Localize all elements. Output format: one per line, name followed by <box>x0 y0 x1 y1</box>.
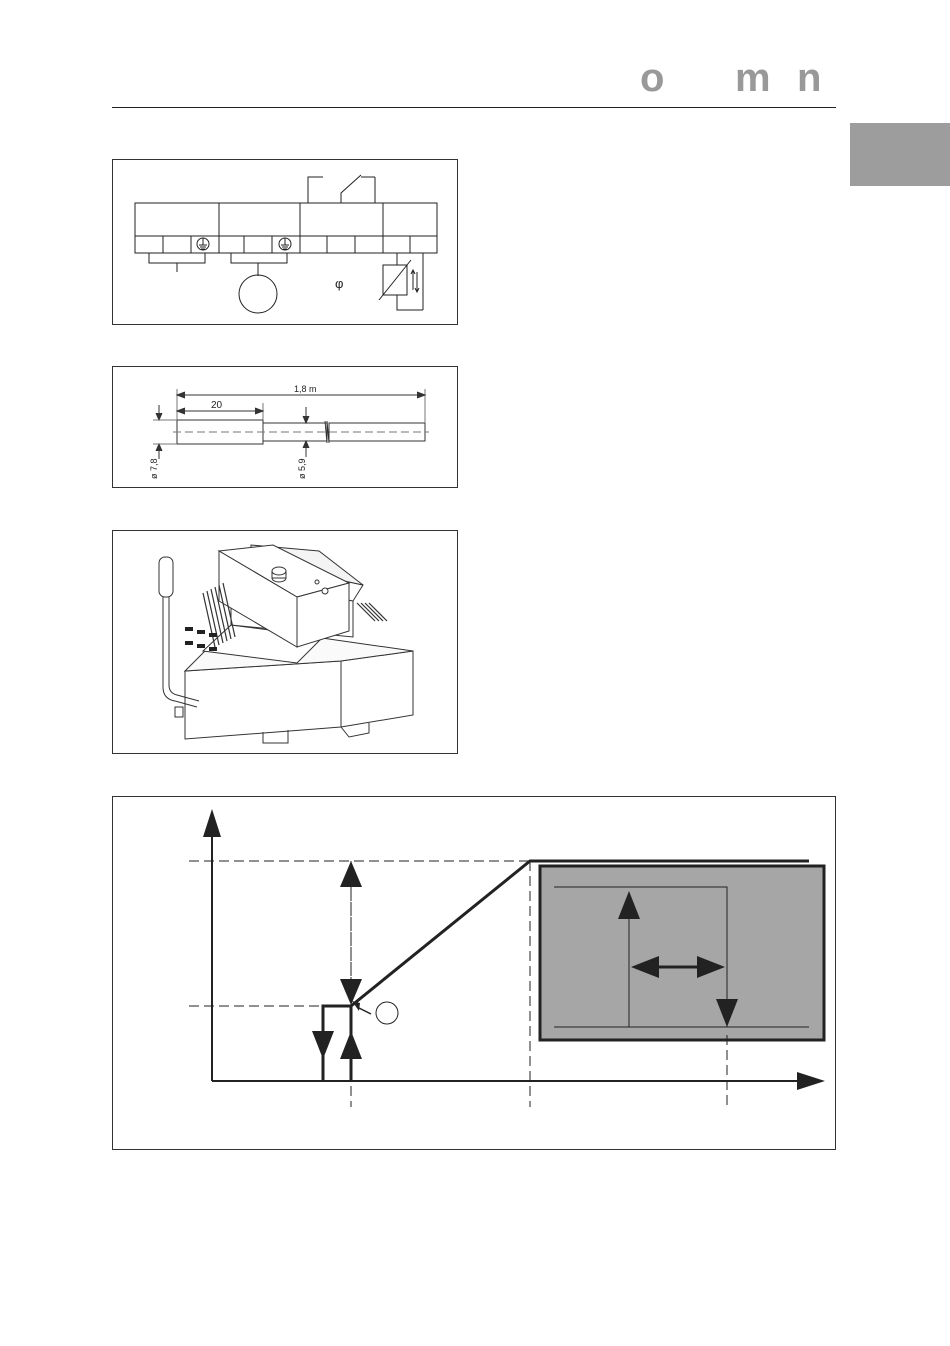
brand-logo <box>560 56 830 104</box>
phi-symbol: φ <box>335 276 344 291</box>
total-length-label: 1,8 m <box>294 384 317 394</box>
tip-length-label: 20 <box>211 400 223 411</box>
wiring-diagram <box>112 159 458 325</box>
device-illustration <box>112 530 458 754</box>
device-illustration-svg <box>113 531 459 755</box>
wiring-diagram-svg <box>113 160 459 326</box>
cable-diameter-label: ø 5,9 <box>297 458 307 479</box>
tip-diameter-label: ø 7,8 <box>149 458 159 479</box>
characteristic-curve-diagram <box>112 796 836 1150</box>
inset-panel <box>540 866 824 1040</box>
brand-letter-o: o <box>640 56 665 100</box>
section-tab[interactable] <box>850 123 950 186</box>
curve-svg <box>113 797 837 1151</box>
sensor-drawing-svg <box>113 367 459 489</box>
brand-letter-m: m <box>735 56 771 100</box>
sensor-dimension-drawing <box>112 366 458 488</box>
header-rule <box>112 107 836 108</box>
brand-letter-n: n <box>797 56 822 100</box>
